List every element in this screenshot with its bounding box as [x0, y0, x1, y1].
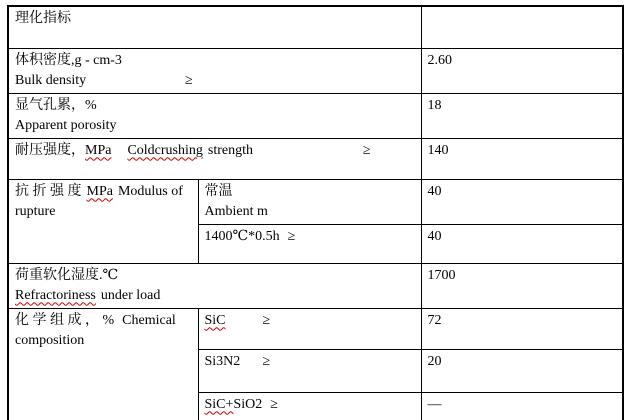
chemical-en2: composition [15, 332, 85, 348]
spec-table [7, 5, 624, 420]
gte-symbol: ≥ [262, 312, 271, 328]
refractoriness-en1: Refractoriness [15, 287, 96, 303]
header-value-cell [421, 6, 623, 48]
cold-crushing-en1: Coldcrushing [127, 142, 203, 158]
cold-crushing-value: 140 [421, 138, 623, 179]
apparent-porosity-en: Apparent porosity [15, 117, 117, 133]
modulus-label-cell [8, 179, 198, 263]
sic-sio2-label-a: SiC+ [204, 396, 234, 412]
cold-crushing-label-cell [8, 138, 421, 179]
ambient-cn: 常温 [204, 183, 233, 199]
sic-sio2-label-b: SiO2 [233, 396, 263, 412]
si3n2-label-cell [198, 349, 421, 392]
row-apparent-porosity [8, 93, 623, 138]
chemical-en1: Chemical [122, 312, 176, 328]
sic-sio2-label-cell [198, 392, 421, 420]
ambient-en: Ambient m [204, 203, 268, 219]
modulus-unit: MPa [86, 183, 113, 199]
sic-sio2-value: — [421, 392, 623, 420]
apparent-porosity-label-cell [8, 93, 421, 138]
ambient-condition-cell [198, 179, 421, 224]
cold-crushing-unit: MPa [85, 142, 112, 158]
hightemp-label: 1400℃*0.5h [204, 228, 280, 244]
cold-crushing-en2: strength [207, 142, 254, 158]
row-refractoriness [8, 263, 623, 308]
sic-label: SiC [204, 312, 226, 328]
gte-symbol: ≥ [185, 72, 193, 88]
refractoriness-en2: under load [100, 287, 161, 303]
gte-symbol: ≥ [287, 228, 296, 244]
header-label-cell [8, 6, 421, 48]
header-title: 理化指标 [15, 11, 71, 26]
bulk-density-en: Bulk density [15, 72, 87, 88]
row-modulus-ambient [8, 179, 623, 224]
si3n2-label: Si3N2 [204, 353, 241, 369]
refractoriness-label-cell [8, 263, 421, 308]
gte-symbol: ≥ [270, 396, 278, 412]
refractoriness-cn: 荷重软化湿度.℃ [15, 267, 119, 283]
modulus-en1: Modulus of [117, 183, 183, 199]
bulk-density-label-cell [8, 48, 421, 93]
chemical-label-cell [8, 308, 198, 420]
sic-label-cell [198, 308, 421, 349]
row-chemical-sic [8, 308, 623, 349]
modulus-en2: rupture [15, 203, 56, 219]
bulk-density-cn: 体积密度,g - cm-3 [15, 52, 122, 68]
hightemp-condition-cell [198, 224, 421, 263]
row-bulk-density [8, 48, 623, 93]
apparent-porosity-value: 18 [421, 93, 623, 138]
apparent-porosity-cn: 显气孔累，% [15, 97, 97, 113]
row-header [8, 6, 623, 48]
sic-value: 72 [421, 308, 623, 349]
cold-crushing-cn: 耐压强度， [15, 142, 85, 158]
modulus-cn: 抗 折 强 度 [15, 183, 82, 199]
bulk-density-value: 2.60 [421, 48, 623, 93]
hightemp-value: 40 [421, 224, 623, 263]
chemical-cn: 化 学 组 成 ， % [15, 312, 115, 328]
row-cold-crushing [8, 138, 623, 179]
si3n2-value: 20 [421, 349, 623, 392]
ambient-value: 40 [421, 179, 623, 224]
gte-symbol: ≥ [362, 142, 371, 158]
refractoriness-value: 1700 [421, 263, 623, 308]
gte-symbol: ≥ [262, 353, 271, 369]
